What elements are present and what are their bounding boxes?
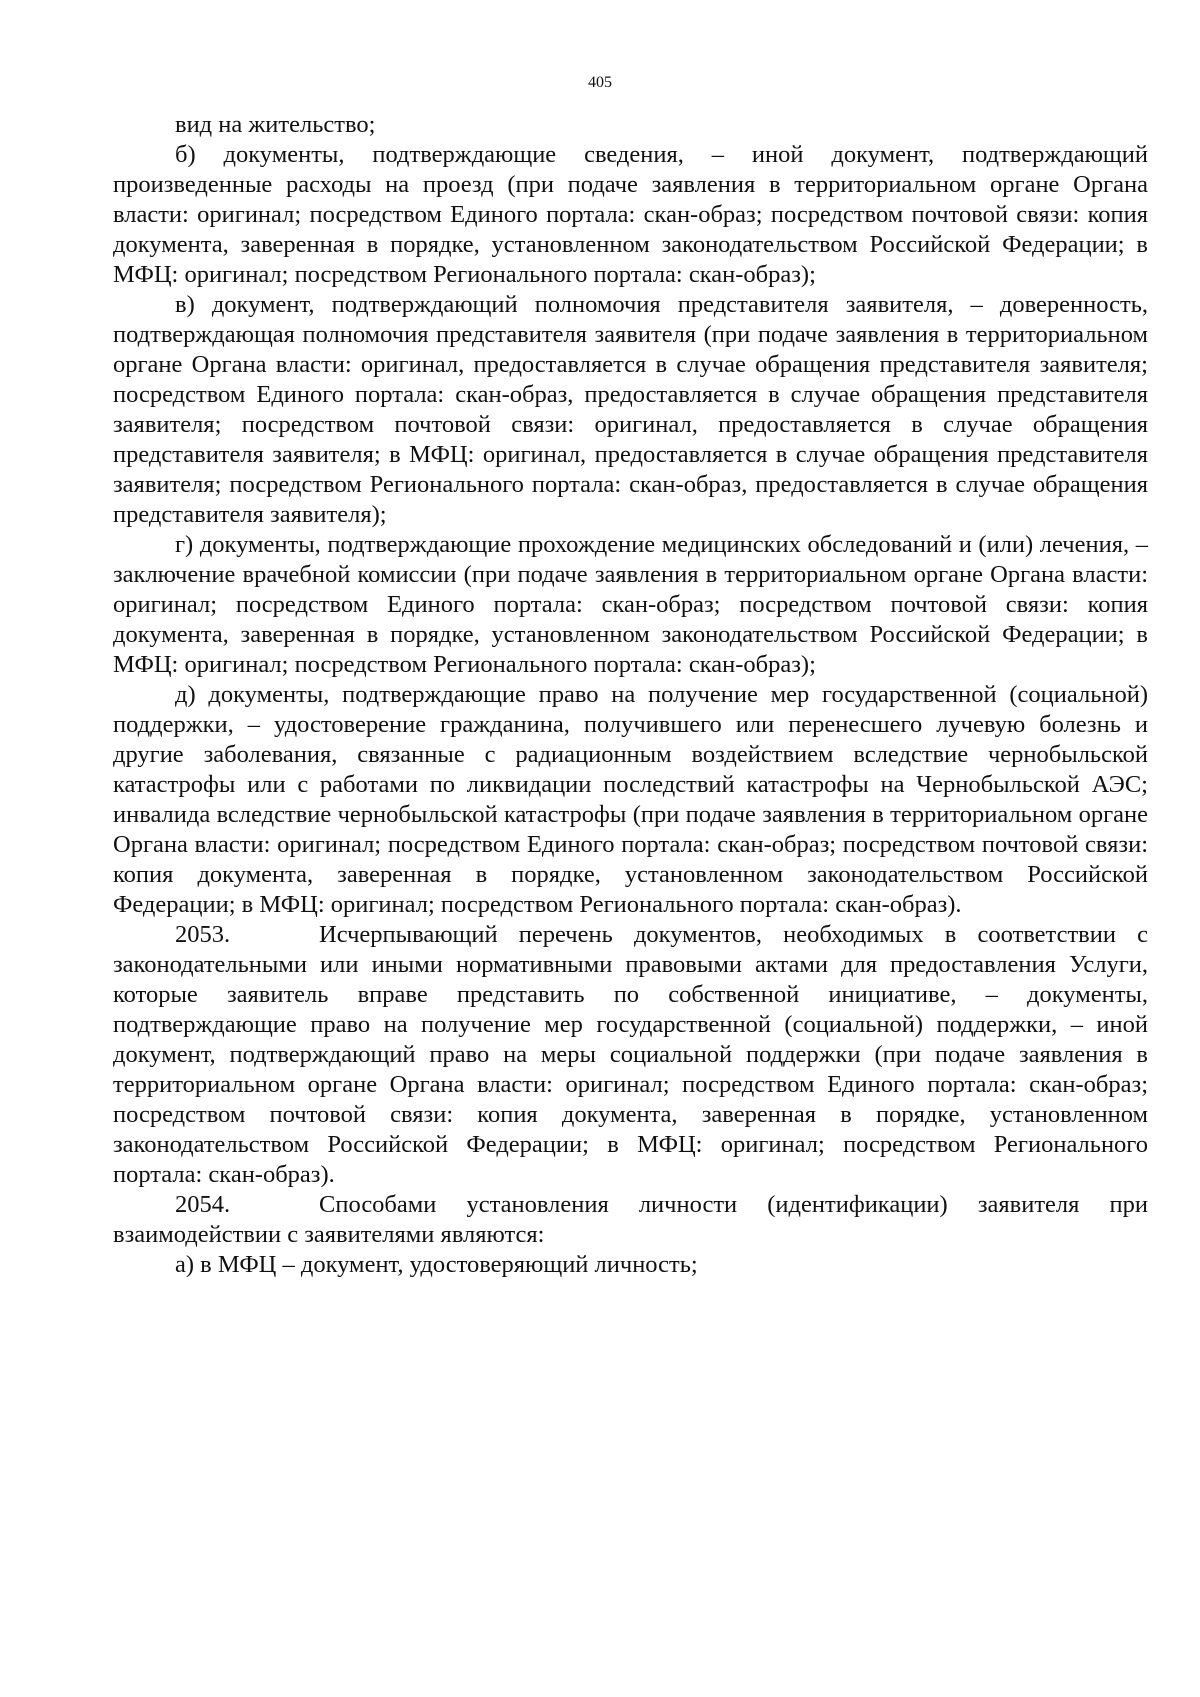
paragraph-b-expense-documents: б) документы, подтверждающие сведения, – иной документ, подтверждающий произведенные расходы на проезд (при подаче заявления в территориальном органе Органа власти: оригинал; посредством Единого портала: скан-образ; посредством почтовой связи: копия документа, заверенная в порядке, установленном законодательством Российской Федерации; в МФЦ: оригинал; посредством Регионального портала: скан-образ); [113, 141, 1148, 288]
paragraph-a-mfc-identity: а) в МФЦ – документ, удостоверяющий личность; [175, 1251, 698, 1278]
clause-number: 2054. [175, 1191, 231, 1218]
clause-text: Способами установления личности (идентификации) заявителя при взаимодействии с заявителями являются: [113, 1191, 1148, 1248]
paragraph-d-support-documents: д) документы, подтверждающие право на получение мер государственной (социальной) поддержки, – удостоверение гражданина, получившего или перенесшего лучевую болезнь и другие заболевания, связанные с радиационным воздействием вследствие чернобыльской катастрофы или с работами по ликвидации последствий катастрофы на Чернобыльской АЭС; инвалида вследствие чернобыльской катастрофы (при подаче заявления в территориальном органе Органа власти: оригинал; посредством Единого портала: скан-образ; посредством почтовой связи: копия документа, заверенная в порядке, установленном законодательством Российской Федерации; в МФЦ: оригинал; посредством Регионального портала: скан-образ). [113, 681, 1148, 918]
clause-2054 [113, 1190, 1148, 1250]
clause-text: Исчерпывающий перечень документов, необходимых в соответствии с законодательными или иными нормативными правовыми актами для предоставления Услуги, которые заявитель вправе представить по собственной инициативе, – документы, подтверждающие право на получение мер государственной (социальной) поддержки, – иной документ, подтверждающий право на меры социальной поддержки (при подаче заявления в территориальном органе Органа власти: оригинал; посредством Единого портала: скан-образ; посредством почтовой связи: копия документа, заверенная в порядке, установленном законодательством Российской Федерации; в МФЦ: оригинал; посредством Регионального портала: скан-образ). [113, 921, 1148, 1188]
paragraph-residence-permit: вид на жительство; [175, 111, 376, 138]
page-number: 405 [588, 74, 612, 91]
paragraph-g-medical-documents: г) документы, подтверждающие прохождение медицинских обследований и (или) лечения, – заключение врачебной комиссии (при подаче заявления в территориальном органе Органа власти: оригинал; посредством Единого портала: скан-образ; посредством почтовой связи: копия документа, заверенная в порядке, установленном законодательством Российской Федерации; в МФЦ: оригинал; посредством Регионального портала: скан-образ); [113, 531, 1148, 678]
clause-number: 2053. [175, 921, 231, 948]
clause-2053 [113, 920, 1148, 1190]
document-body [113, 110, 1148, 1280]
paragraph-v-power-of-attorney: в) документ, подтверждающий полномочия представителя заявителя, – доверенность, подтверждающая полномочия представителя заявителя (при подаче заявления в территориальном органе Органа власти: оригинал, предоставляется в случае обращения представителя заявителя; посредством Единого портала: скан-образ, предоставляется в случае обращения представителя заявителя; посредством почтовой связи: оригинал, предоставляется в случае обращения представителя заявителя; в МФЦ: оригинал, предоставляется в случае обращения представителя заявителя; посредством Регионального портала: скан-образ, предоставляется в случае обращения представителя заявителя); [113, 291, 1148, 528]
